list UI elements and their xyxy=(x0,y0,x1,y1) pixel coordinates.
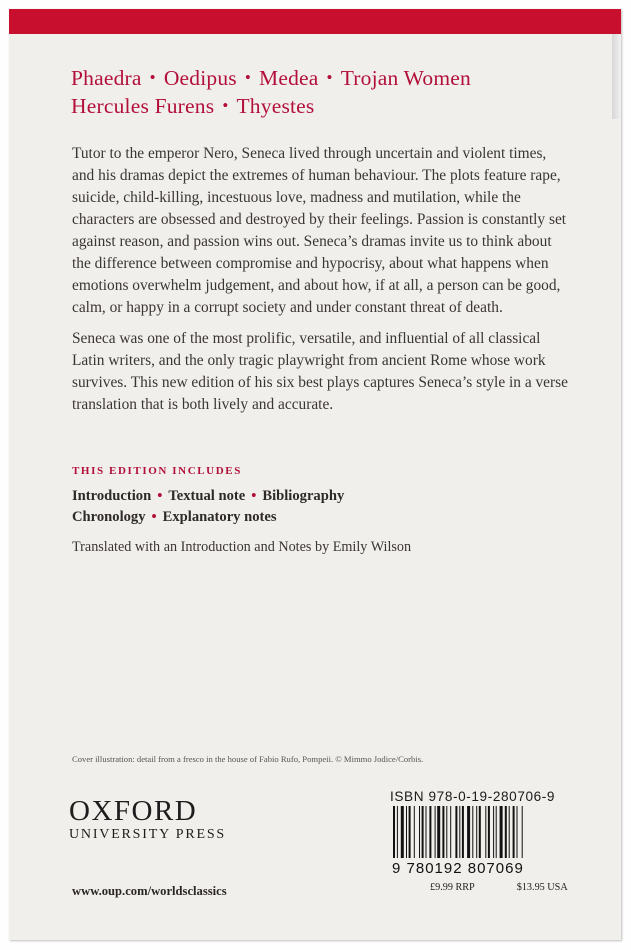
barcode-bar xyxy=(437,806,440,858)
barcode-bar xyxy=(442,806,444,858)
barcode-bar xyxy=(435,806,436,858)
barcode-bar xyxy=(422,806,424,858)
bullet-separator: • xyxy=(244,68,252,87)
barcode-bar xyxy=(472,806,473,858)
barcode-bar xyxy=(493,806,494,858)
barcode-bar xyxy=(522,806,523,858)
back-cover xyxy=(9,9,621,940)
barcode-bar xyxy=(496,806,497,858)
barcode xyxy=(392,806,562,858)
barcode-bar xyxy=(426,806,427,858)
barcode-bar xyxy=(406,806,407,858)
include-item: Bibliography xyxy=(262,488,345,504)
barcode-bar xyxy=(517,806,518,858)
bullet-separator: • xyxy=(157,488,163,504)
bullet-separator: • xyxy=(151,509,157,525)
bullet-separator: • xyxy=(251,488,257,504)
include-item: Textual note xyxy=(168,488,246,504)
oxford-logo xyxy=(69,796,226,843)
price-uk: £9.99 RRP xyxy=(430,882,475,893)
barcode-number: 9 780192 807069 xyxy=(392,860,524,877)
barcode-bar xyxy=(488,806,490,858)
barcode-bar xyxy=(409,806,411,858)
title-thyestes: Thyestes xyxy=(236,94,315,118)
barcode-bar xyxy=(479,806,481,858)
barcode-bar xyxy=(462,806,464,858)
barcode-bar xyxy=(459,806,460,858)
isbn-text: ISBN 978-0-19-280706-9 xyxy=(390,789,556,804)
includes-list xyxy=(72,486,344,528)
publisher-name: OXFORD xyxy=(69,795,198,827)
barcode-bar xyxy=(429,806,431,858)
bullet-separator: • xyxy=(149,68,156,87)
barcode-bar xyxy=(513,806,515,858)
include-item: Introduction xyxy=(72,488,152,504)
barcode-bar xyxy=(446,806,447,858)
title-trojan-women: Trojan Women xyxy=(340,66,471,90)
include-item: Explanatory notes xyxy=(162,509,277,525)
barcode-bar xyxy=(455,806,457,858)
translator-credit: Translated with an Introduction and Notes by Emily Wilson xyxy=(72,539,412,555)
cover-illustration-credit: Cover illustration: detail from a fresco in the house of Fabio Rufo, Pompeii. © Mimmo Jodice/Corbis. xyxy=(72,754,424,764)
barcode-bar xyxy=(505,806,507,858)
includes-row-1 xyxy=(72,486,344,507)
barcode-bar xyxy=(476,806,477,858)
includes-row-2 xyxy=(72,507,344,528)
includes-heading: THIS EDITION INCLUDES xyxy=(72,465,242,477)
include-item: Chronology xyxy=(72,509,146,525)
blurb-paragraph-2: Seneca was one of the most prolific, versatile, and influential of all classical Latin writers, and the only tragic playwright from ancient Rome whose work survives. This new edition of his six best plays captures Seneca’s style in a verse translation that is both lively and accurate. xyxy=(72,330,568,413)
website-url: www.oup.com/worldsclassics xyxy=(72,884,227,898)
red-top-band xyxy=(9,9,621,34)
barcode-bar xyxy=(450,806,451,858)
barcode-bar xyxy=(467,806,470,858)
barcode-bar xyxy=(509,806,510,858)
title-hercules-furens: Hercules Furens xyxy=(71,94,215,118)
title-oedipus: Oedipus xyxy=(163,66,237,90)
barcode-bar xyxy=(397,806,398,858)
titles-line-2 xyxy=(71,93,471,121)
barcode-bar xyxy=(401,806,404,858)
barcode-bar xyxy=(393,806,395,858)
blurb-paragraph-1: Tutor to the emperor Nero, Seneca lived through uncertain and violent times, and his dramas depict the extremes of human behaviour. The plots feature rape, suicide, child-killing, incestuous love, madness and mutilation, while the characters are obsessed and destroyed by their feelings. Passion is constantly set against reason, and passion wins out. Seneca’s dramas invite us to think about the difference between compromise and hypocrisy, about what happens when emotions overwhelm judgement, and about how, if at all, a person can be good, calm, or happy in a corrupt society and under constant threat of death. xyxy=(72,145,567,316)
title-medea: Medea xyxy=(259,66,319,90)
cover-edge xyxy=(612,34,621,119)
barcode-bar xyxy=(485,806,486,858)
bullet-separator: • xyxy=(222,96,229,115)
barcode-bar xyxy=(500,806,503,858)
play-titles xyxy=(71,65,471,121)
barcode-bar xyxy=(414,806,415,858)
title-phaedra: Phaedra xyxy=(71,66,142,90)
barcode-bar xyxy=(419,806,420,858)
bullet-separator: • xyxy=(326,68,333,87)
blurb xyxy=(72,143,572,425)
price-us: $13.95 USA xyxy=(516,882,568,893)
publisher-sub: UNIVERSITY PRESS xyxy=(69,827,227,842)
prices xyxy=(430,882,610,893)
titles-line-1 xyxy=(71,65,471,93)
